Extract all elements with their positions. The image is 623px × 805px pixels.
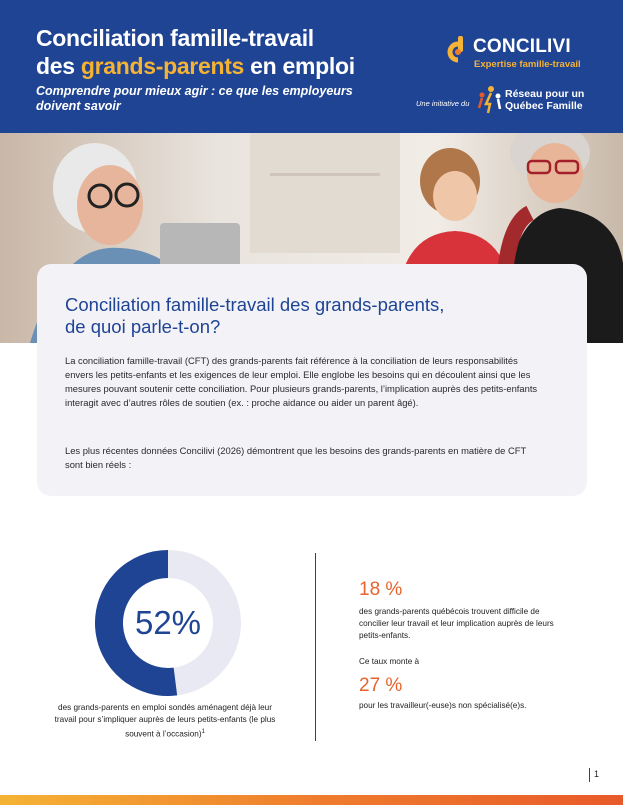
- page-number: 1: [594, 769, 600, 779]
- footer-gradient-bar: [0, 795, 623, 805]
- partner-name: [505, 88, 584, 112]
- intro-card: [37, 264, 587, 496]
- header-band: [0, 0, 623, 133]
- title-highlight: grands-parents: [80, 53, 245, 79]
- stat-text-18: des grands-parents québécois trouvent difficile de concilier leur travail et leur implication auprès de leurs petits-enfants.: [359, 607, 554, 640]
- stat-text-27: pour les travailleur(-euse)s non spécialisé(e)s.: [359, 701, 527, 710]
- intro-title: [65, 294, 545, 338]
- intro-title-line-1: Conciliation famille-travail des grands-parents,: [65, 294, 445, 315]
- page-subtitle: Comprendre pour mieux agir : ce que les employeurs doivent savoir: [36, 84, 353, 113]
- donut-percent-label: 52%: [134, 604, 202, 641]
- brand-tagline: Expertise famille-travail: [474, 59, 581, 70]
- title-line-2-post: en emploi: [244, 53, 355, 79]
- intro-paragraph-1: La conciliation famille-travail (CFT) des grands-parents fait référence à la conciliation de leurs responsabilités envers les petits-enfants et les exigences de leur emploi. Elle englobe les besoins qui en découlent ainsi que les mesures pouvant soutenir cette conciliation. Pour plusieurs grands-parents, l’implication auprès des petits-enfants interagit avec d’autres rôles de soutien (ex. : proche aidance ou aider un parent âgé).: [65, 355, 538, 408]
- intro-paragraph-2: Les plus récentes données Concilivi (2026) démontrent que les besoins des grands-parents en matière de CFT sont bien réels :: [65, 445, 527, 470]
- initiative-label: Une initiative du: [416, 99, 470, 108]
- intro-title-line-2: de quoi parle-t-on?: [65, 316, 221, 337]
- brand-name: CONCILIVI: [473, 36, 571, 57]
- title-line-2-pre: des: [36, 53, 81, 79]
- concilivi-logo: [447, 34, 597, 74]
- title-line-1: Conciliation famille-travail: [36, 25, 314, 51]
- page-number-rule: [589, 768, 590, 782]
- footnote-marker: 1: [201, 729, 205, 735]
- stats-divider: [315, 553, 316, 741]
- stat-value-18: 18 %: [359, 579, 403, 600]
- donut-caption-text: des grands-parents en emploi sondés aménagent déjà leur travail pour s’impliquer auprès de leurs petits-enfants (le plus souvent à l’occasion): [54, 703, 276, 739]
- stat-value-27: 27 %: [359, 675, 403, 696]
- page-title: [36, 24, 355, 80]
- partner-family-icon: [476, 84, 502, 114]
- stat-bridge: Ce taux monte à: [359, 657, 420, 666]
- partner-name-line-2: Québec Famille: [505, 100, 583, 112]
- donut-caption: [50, 702, 280, 741]
- concilivi-mark-icon: [447, 34, 469, 68]
- partner-name-line-1: Réseau pour un: [505, 88, 585, 100]
